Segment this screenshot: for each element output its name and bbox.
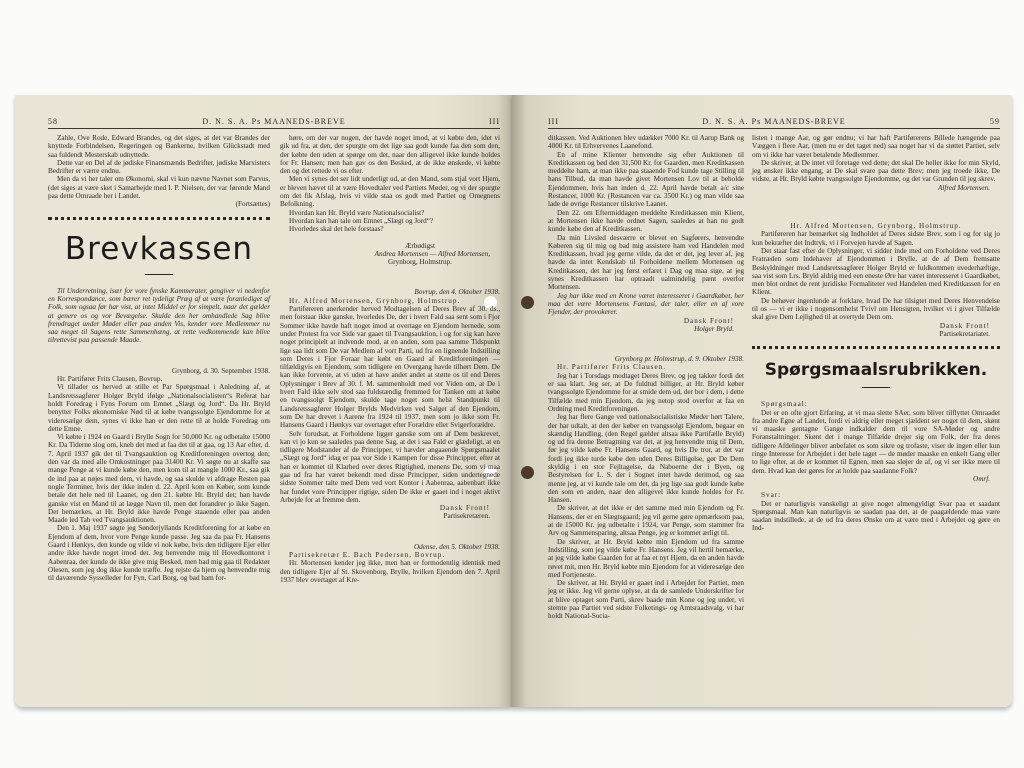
paragraph: Men vi synes det ser lidt underligt ud, at den Mand, som stjal vort Hjem, er bleven hævet til at være Hovedtaler ved Partiets Møder, og vi der spurgte om det fik Afslag, hvis vi vilde staa os godt med Partiet og Omegnens Befolkning. <box>280 175 500 209</box>
spacer <box>280 266 500 288</box>
punch-hole <box>521 466 534 479</box>
addressee: Spørgsmaal: <box>761 400 808 409</box>
addressee: Hr. Alfred Mortensen, Grynborg, Holmstrup. <box>289 296 461 305</box>
addressee: Partisekretær E. Bach Pedersen, Bovrup. <box>289 551 446 560</box>
paragraph: De behøver ingenlunde at forklare, hvad De har tilsigtet med Deres Henvendelse til os — vi er ikke i nogensomhelst Tvivl om Hensigten, hvilket vi i givet Tilfælde skal give Dem Lejlighed til at overtyde Dem om. <box>752 296 1000 322</box>
running-title: D. N. S. A. Ps MAANEDS-BREVE <box>202 117 346 126</box>
paragraph: Zahle, Ove Rode, Edward Brandes, og det siges, at det var Brandes der knyttede Forbindelsen, Regeringen og Bankerne, hvilken Glückstadt med saa fuldendt Mesterskab udnyttede. <box>48 134 270 159</box>
spacer <box>548 333 744 355</box>
dateline: Grynborg pr. Holmstrup, d. 9. Oktober 1938. <box>614 355 744 364</box>
paragraph: Selv forudsat, at Forholdene ligger ganske som om af Dem beskrevet, kan vi jo kun se saaledes paa denne Sag, at det i saa Fald er glædeligt, at en tidligere Modstander af de Principper, vi hævder angaaende Spørgsmaalet „Slægt og Jord“ idag er paa vor Side i Kampen for disse Principper, efter at han er kommet til Klarhed over deres Rigtighed, menens De, som vi maa gaa ud fra har været bekendt med disse Principper, siden undertegnede sidste Sommer talte med Dem ved vort Kontor i Aabenraa, aabenbart ikke har fundet vore Principper rigtige, siden De ikke er gaaet ind i noget aktivt Arbejde for at fremme dem. <box>280 429 500 504</box>
left-running-header <box>48 117 500 129</box>
paragraph: De skriver, at Hr. Bryld er gaaet ind i Arbejdet for Partiet, men jeg er ikke. Jeg vil gerne oplyse, at da de samlede Underskrifter for at blive optaget som Parti, skrev baade min Kone og jeg under, vi stemte paa Partiet ved sidste Folketings- og Amtsraadsvalg, vi har holdt National-Socia- <box>548 579 744 621</box>
signature: Holger Bryld. <box>694 324 734 333</box>
section-title: Brevkassen <box>64 230 254 267</box>
volume-number: III <box>548 117 559 126</box>
addressee: Svar: <box>761 491 782 500</box>
spacer <box>48 345 270 367</box>
page-number: 58 <box>48 117 58 126</box>
paragraph: Partiføreren har bemærket sig Indholdet af Deres sidste Brev, som i og for sig jo kun bekræfter det Indtryk, vi i Forvejen havde af Sagen. <box>752 230 1000 247</box>
paragraph: Vi købte i 1924 en Gaard i Brylle Sogn for 50,000 Kr. og udbetalte 15000 Kr. Da Tiderne slog om, kneb det med at faa det til at gaa, og 13 Aar efter, d. 7. April 1937 gik det til Tvangsauktion og Kreditforeningen overtog den; den var da med alle Omkostninger paa 31400 Kr. Vi søgte nu at skaffe saa mange Penge at vi kunde købe den, men kom til at mangle 1000 Kr., saa gik de ind paa at nøjes med dem, vi havde, og saa skulde vi afdrage Resten paa nogle Terminer, hvis der ikke inden d. 22. April kom en Køber, som kunde betale det hele ned til Laanet, og den 21. købte Hr. Bryld det; han havde ganske vist en Mand til at lægge Navn til, men det forandrer jo ikke Sagen. Det bemærkes, at Hr. Bryld ikke havde Penge staaende eller paa anden Maade led Tab ved Tvangsauktionen. <box>48 433 270 525</box>
closing: Dansk Front! <box>439 504 490 513</box>
paragraph: Men da vi her taler om Økonomi, skal vi kun nævne Navnet som Parvus, (det siges at være sket i Samarbejde med I. P. Nielsen, der var førende Mand paa dette Omraade her i Landet. <box>48 175 270 201</box>
paragraph: Vi tillader os herved at stille et Par Spørgsmaal i Anledning af, at Landsretssagfører Holger Bryld ifølge „Nationalsocialisten“s Referat har holdt Foredrag i Fyns Forum om Emnet „Slægt og Jord“. Da Hr. Bryld benytter Folks økonomiske Nød til at købe tvangssolgte Ejendomme for at videresælge dem, synes vi ikke han er den rette til at holde Foredrag om dette Emne. <box>48 383 270 433</box>
dateline: Bovrup, den 4. Oktober 1938. <box>414 288 500 297</box>
paragraph: Det staar fast efter de Oplysninger, vi sidder inde med om Forholdene ved Deres Fratræden som Indehaver af Ejendommen i Brylle, at de af Dem fremsatte Beskyldninger mod Landsretssagfører Holger Bryld er fuldkommen uvederhæftige, saa vist som Lrs. Bryld aldrig med een eneste Øre har været interesseret i Gaardkøbet, men blot ordnet de rent juridiske Formaliteter ved Handelen med Kreditkassen for en Klient. <box>752 246 1000 297</box>
paragraph: Partiføreren anerkender herved Modtagelsen af Deres Brev af 30. ds., men forstaar ikke ganske, hvorledes De, der i hvert Fald saa sent som i Fjor Sommer ikke havde haft noget imod at overtage en Ejendom hernede, som under Protest fra vor Side var gaaet til Tvangsauktion, i og for sig kan have noget principielt at indvende mod, at en anden, som paa samme Tidspunkt lige saa lidt som De var Medlem af vort Parti, ud fra en lignende Indstilling som Deres i Fjor Foraar har købt en Gaard af Kreditforeningen — tilfældigvis en Ejendom, som tidligere en Overgang havde tilhørt Dem. De kan ikke forvente, at vi uden at have andet andet at støtte os til end Deres Oplysninger i Brev af 30. f. M. sammenholdt med vor Viden om, at De i hvert Fald ikke selv stod saa fuldstændig fremmed for Tanken om at købe en tvangssolgt Ejendom, skulde tage noget som helst Standpunkt til Landsretssagfører Holger Brylds Medvirken ved Salget af den Ejendom, som De har drevet i Aarene fra 1924 til 1937, men som jo ikke som Fr. Hansens Gaard i Hønkys var overtaget efter Forældre eller Svigerforældre. <box>280 305 500 430</box>
section-title: Spørgsmaalsrubrikken. <box>764 360 988 381</box>
paragraph: Den 22. om Eftermiddagen meddelte Kreditkassen min Klient, at Mortensen ikke havde ordnet Sagen, saaledes at han nu godt kunde købe den af Kreditkassen. <box>548 208 744 234</box>
paragraph: Den 1. Maj 1937 søgte jeg Sønderjyllands Kreditforening for at købe en Ejendom af dem, hvor vore Penge kunde passe. Jeg saa da paa Fr. Hansens Gaard i Hønkys, den kunde og vilde vi nok købe, hvis den tidligere Ejer eller andre ikke havde noget imod det. Jeg henvendte mig til Hovedkontoret i Aabenraa, der kunde de ikke give mig Besked, men bad mig gaa til Redaktør Olesen, som jeg dog ikke kunde træffe. Jeg rejste da hjem og henvendte mig til daværende Sysselleder for Fyn, Carl Borg, og bad ham for- <box>48 524 270 583</box>
signature-line: Grynborg, Holmstrup. <box>388 258 452 267</box>
addressee: Hr. Alfred Mortensen, Grynborg, Holmstrup. <box>790 222 962 231</box>
right-running-header <box>548 117 1000 129</box>
paragraph: Hr. Mortensen kender jeg ikke, men han er formodentlig identisk med den tidligere Ejer af St. Skovenborg, Brylle, hvilken Ejendom den 7. April 1937 blev overtaget af Kre- <box>280 559 500 584</box>
column <box>752 134 1000 533</box>
title-rule <box>145 274 173 275</box>
text-line: Hr. Partifører Frits Clausen, Bovrup. <box>57 375 163 384</box>
paragraph: ditkassen. Ved Auktionen blev udækket 7000 Kr. til Aarup Bank og 4000 Kr. til Erhvervenes Laanefond. <box>548 134 744 151</box>
spacer <box>752 214 1000 222</box>
paragraph: listen i mange Aar, og gør endnu; vi har haft Partiførerens Billede hængende paa Væggen i flere Aar, (men nu er det taget ned) saa noget har vi da støttet Partiet, selv om vi ikke har været betalende Medlemmer. <box>752 134 1000 159</box>
title-rule <box>862 387 890 388</box>
spacer <box>280 234 500 242</box>
paragraph: De skriver, at det ikke er det samme med min Ejendom og Fr. Hansens, der er en Slægtsgaard; jeg vil gerne gøre opmærksom paa, at de 15000 Kr. jeg udbetalte i 1924, var Penge, som stammer fra Arv og Sammensparing, altsaa Penge, jeg er kommet ærligt til. <box>548 504 744 538</box>
column <box>48 134 270 582</box>
signature: Partisekretariatet. <box>939 329 990 338</box>
page-number: 59 <box>990 117 1000 126</box>
paragraph: Da min Livsled desværre er blevet en Sagførers, henvendte Køberen sig til mig og bad mig assistere ham ved Handelen med Kreditkassen, hvad jeg gerne vilde, da det er det, jeg lever af, jeg havde da intet Kendskab til Forholdene mellem Mortensen og Kreditkassen, det har jeg først erfaret i Dag og maa sige, at jeg synes Kreditkassen har optraadt ualmindelig pænt overfor Mortensen. <box>548 233 744 292</box>
signature-line: Ærbødigst <box>405 241 435 250</box>
spacer <box>752 192 1000 214</box>
text-line: Hvorledes skal det hele forstaas? <box>289 225 384 234</box>
paragraph: Det er naturligvis vanskeligt at give noget almengyldigt Svar paa et saadant Spørgsmaal. Man kan naturligvis se saadan paa det, at de paagældende maa være saadan indstillede, at de ud fra deres Ønske om at være med i Arbejdet og gøre en Ind- <box>752 499 1000 533</box>
paragraph: De skriver, at Hr. Bryld købte min Ejendom ud fra samme Indstilling, som jeg vilde købe Fr. Hansens. Jeg vil hertil bemærke, at jeg vilde købe Gaarden for at faa et nyt Hjem, da en anden havde røvet mit, men Hr. Bryld købte min Ejendom for at videresælge den med Fortjeneste. <box>548 537 744 579</box>
signature: Andrea Mortensen — Alfred Mortensen, <box>374 249 490 258</box>
dateline: Grynborg, d. 30. September 1938. <box>171 366 270 375</box>
paragraph: Jeg har flere Gange ved nationalsocialistiske Møder hørt Talere, der har udtalt, at den der køber en tvangssolgt Ejendom, begaar en skændig Handling, (den Regel gælder altsaa ikke Partifælle Bryld) og ud fra denne Betragtning var det, at jeg henvendte mig til Dem, før jeg vilde købe Fr. Hansens Gaard, og hvis De tror, at det var fordi jeg ikke turde købe den uden Deres Billigelse, gør De Dem skyldig i en stor Fejltagelse, da Naboerne der i Byen, og Bestyrelsen for L. S. der i Sognet intet havde derimod, og saa mente jeg, at vi kunde tale om det, da jeg lige saa godt kunde købe den som en anden, naar den alligevel ikke kunde holdes for Fr. Hansen. <box>548 413 744 505</box>
closing: Dansk Front! <box>939 321 990 330</box>
dateline: (Fortsættes) <box>235 200 270 209</box>
paragraph: Dette var en Del af de jødiske Finansmænds Bedrifter, jødiske Marxisters Bedrifter er værre endnu. <box>48 158 270 176</box>
signature: Omrf. <box>973 474 990 483</box>
spacer <box>752 483 1000 491</box>
dateline: Odense, den 5. Oktober 1938. <box>413 542 500 551</box>
spacer <box>280 521 500 543</box>
text-line: Hvordan kan han tale om Emnet „Slægt og Jord“? <box>289 216 434 225</box>
paragraph: høre, om der var nogen, der havde noget imod, at vi købte den, idet vi gik ud fra, at den, der spurgte om det lige saa godt kunde faa den som den, der købte den uden at spørge om det, naar den alligevel ikke kunde holdes for Fr. Hansen; men han gav os den Besked, at de ikke ønskede, vi købte den og det rettede vi os efter. <box>280 134 500 176</box>
paragraph: Det er en ofte gjort Erfaring, at vi maa slette SAer, som bliver tilflyttet Omraadet fra andre Egne af Landet, fordi vi aldrig eller meget sjældent ser noget til dem, skønt vi maaske gentagne Gange indkalder dem til vore SA-Møder og andre Foranstaltninger. Skønt det i mange Tilfælde drejer sig om Folk, der fra deres tidligere Afdelinger bliver anbefalet os som sikre og trofaste, viser de ingen eller kun ringe Interesse for Arbejdet i det hele taget — de møder maaske en enkelt Gang eller to lige efter, at de er kommet til Egnen, men saa sløjer de af, og vi ser ikke mere til dem. Hvad kan der gøres for at holde paa saadanne Folk? <box>752 408 1000 475</box>
paragraph: En af mine Klienter henvendte sig efter Auktionen til Kreditkassen og bød den 31,500 Kr. for Gaarden, men Kreditkassen meddelte ham, at man ikke paa staaende Fod kunde tage Stilling til hans Tilbud, da man havde givet Mortensen Lov til at beholde Ejendommen, hvis han inden d. 22. April havde betalt a/c sine Restancer, 1000 Kr. (Restancen var ca. 3500 Kr.) og man vilde saa lade de øvrige Restancer tilskrive Laanet. <box>548 150 744 209</box>
paragraph: Jeg har i Torsdags modtaget Deres Brev, og jeg takker fordi det er saa klart. Jeg ser, at De fuldtud billiger, at Hr. Bryld køber tvangssolgte Ejendomme for at smide dem ud, der bor i dem, i dette Tilfælde med min Ejendom, da jeg netop stod overfor at faa en Ordning med Kreditforeningen. <box>548 371 744 413</box>
signature: Partisekretæren. <box>443 512 490 521</box>
punch-hole <box>521 296 534 309</box>
closing: Dansk Front! <box>683 316 734 325</box>
column <box>548 134 744 621</box>
running-title: D. N. S. A. Ps MAANEDS-BREVE <box>702 117 846 126</box>
dotted-divider <box>48 217 270 220</box>
dotted-divider <box>752 346 1000 349</box>
column <box>280 134 500 584</box>
italic-paragraph: Jeg har ikke med en Krone været interesseret i Gaardkøbet, her maa det være Mortensens Fantasi, der taler, eller en af vore Fjender, der provokerer. <box>548 291 744 317</box>
volume-number: III <box>489 117 500 126</box>
paragraph: De skriver, at De intet vil foretage ved dette; det skal De heller ikke for min Skyld, jeg ønsker ikke engang, at De skal svare paa dette Brev; men jeg troede ikke, De vidste, at Hr. Bryld købte tvangssolgte Ejendomme, og det var Grunden til jeg skrev. <box>752 158 1000 184</box>
italic-paragraph: Til Underretning, især for vore fynske Kammerater, gengiver vi nedenfor en Korrespondance, som bærer ret tydeligt Præg af at være foranlediget af Folk, som ogsaa før har vist, at intet Middel er for simpelt, naar det gælder at genere os og vor Bevægelse. Skulde den her omhandlede Sag blive fremdraget under Møder eller paa anden Vis, kender vore Medlemmer nu saa meget til Sagens rette Sammenhæng, at rette vedkommende kan blive tilrettevist paa passende Maade. <box>48 286 270 345</box>
text-line: Hvordan kan Hr. Bryld være Nationalsocialist? <box>289 208 425 217</box>
addressee: Hr. Partifører Frits Clausen. <box>557 363 667 372</box>
signature: Alfred Mortensen. <box>937 183 990 192</box>
